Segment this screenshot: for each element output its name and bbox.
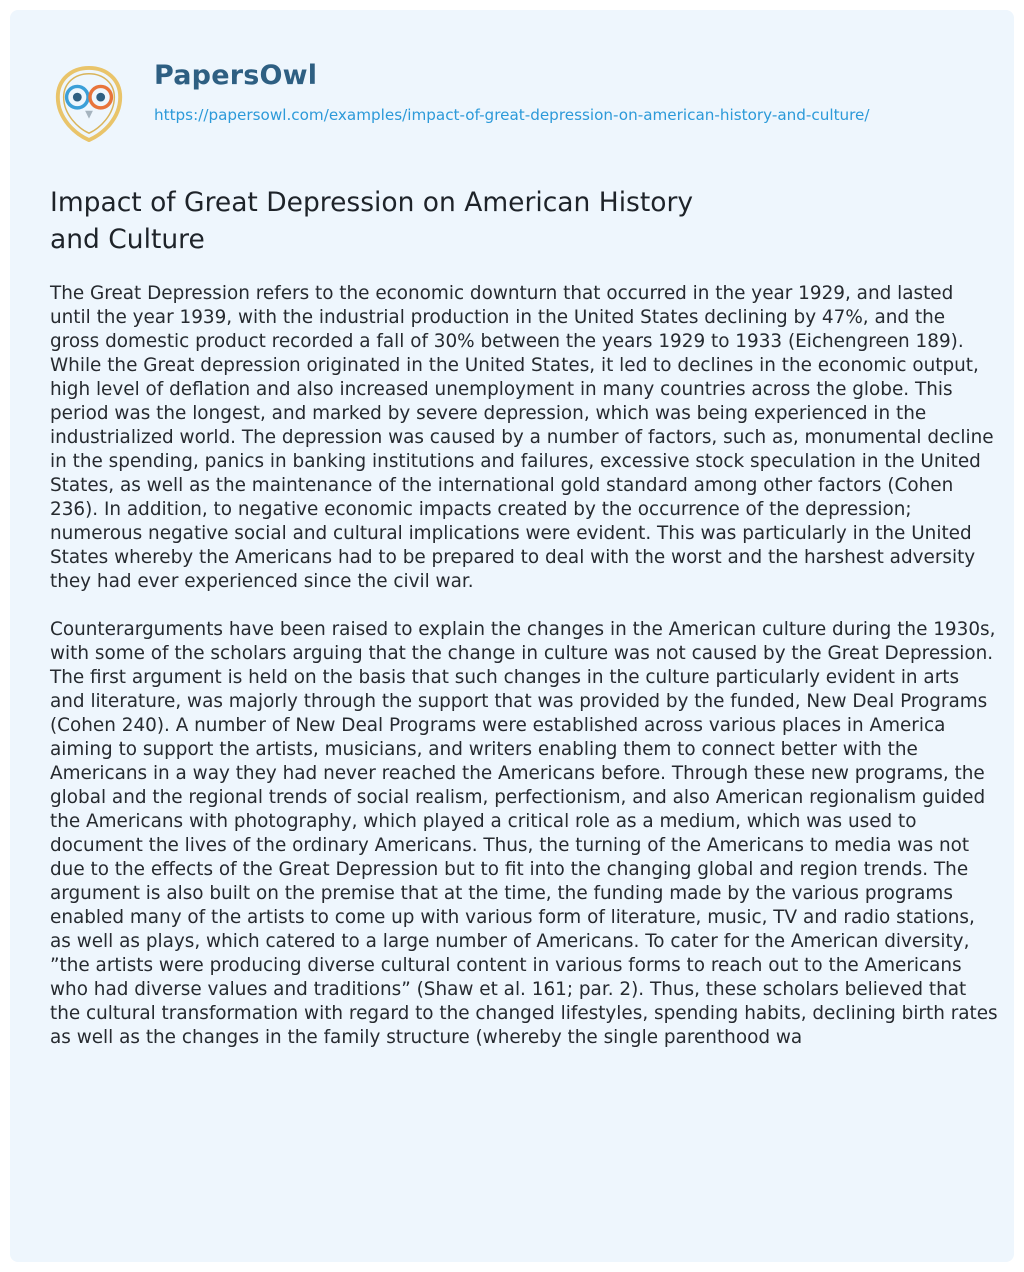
paragraph-1: The Great Depression refers to the economic downturn that occurred in the year 1929, and lasted until the year 1939, with the industrial production in the United States declining by 47%, and the gross domestic product recorded a fall of 30% between the years 1929 to 1933 (Eichengreen 189). While the Great depression originated in the United States, it led to declines in the economic output, high level of deflation and also increased unemployment in many countries across the globe. This period was the longest, and marked by severe depression, which was being experienced in the industrialized world. The depression was caused by a number of factors, such as, monumental decline in the spending, panics in banking institutions and failures, excessive stock speculation in the United States, as well as the maintenance of the international gold standard among other factors (Cohen 236). In addition, to negative economic impacts created by the occurrence of the depression; numerous negative social and cultural implications were evident. This was particularly in the United States whereby the Americans had to be prepared to deal with the worst and the harshest adversity they had ever experienced since the civil war. — [50, 283, 994, 592]
owl-logo-icon[interactable] — [50, 64, 128, 142]
document-body — [50, 282, 998, 1074]
source-url-link[interactable]: https://papersowl.com/examples/impact-of-great-depression-on-american-history-and-culture/ — [154, 106, 870, 124]
site-header — [50, 62, 990, 144]
document-page — [10, 10, 1014, 1262]
document-title: Impact of Great Depression on American History and Culture — [50, 187, 694, 255]
brand-name[interactable]: PapersOwl — [154, 60, 318, 91]
paragraph-2: Counterarguments have been raised to explain the changes in the American culture during the 1930s, with some of the scholars arguing that the change in culture was not caused by the Great Depression. The first argument is held on the basis that such changes in the culture particularly evident in arts and literature, was majorly through the support that was provided by the funded, New Deal Programs (Cohen 240). A number of New Deal Programs were established across various places in America aiming to support the artists, musicians, and writers enabling them to connect better with the Americans in a way they had never reached the Americans before. Through these new programs, the global and the regional trends of social realism, perfectionism, and also American regionalism guided the Americans with photography, which played a critical role as a medium, which was used to document the lives of the ordinary Americans. Thus, the turning of the Americans to media was not due to the effects of the Great Depression but to fit into the changing global and region trends. The argument is also built on the premise that at the time, the funding made by the various programs enabled many of the artists to come up with various form of literature, music, TV and radio stations, as well as plays, which catered to a large number of Americans. To cater for the American diversity, ”the artists were producing diverse cultural content in various forms to reach out to the Americans who had diverse values and traditions” (Shaw et al. 161; par. 2). Thus, these scholars believed that the cultural transformation with regard to the changed lifestyles, spending habits, declining birth rates as well as the changes in the family structure (whereby the single parenthood wa — [50, 619, 998, 1048]
